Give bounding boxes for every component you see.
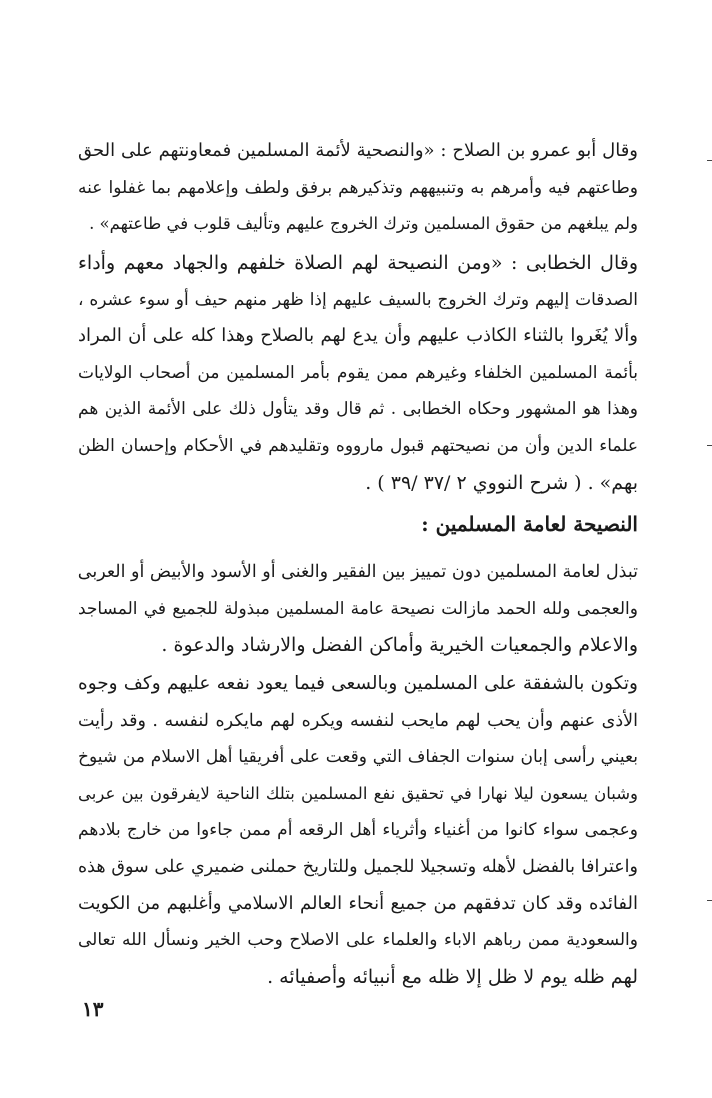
text-line: واعترافا بالفضل لأهله وتسجيلا للجميل وللتاريخ حملنى ضميري على سوق هذه: [78, 856, 638, 877]
text-line: وهذا هو المشهور وحكاه الخطابى . ثم قال وقد يتأول ذلك على الأئمة الذين هم: [78, 399, 638, 420]
text-line: ولم يبلغهم من حقوق المسلمين وترك الخروج عليهم وتأليف قلوب في طاعتهم» .: [89, 214, 638, 234]
text-line: الفائده وقد كان تدفقهم من جميع أنحاء العالم الاسلامي وأغلبهم من الكويت: [78, 892, 638, 914]
text-line: وشبان يسعون ليلا نهارا في تحقيق نفع المسلمين بتلك الناحية لايفرقون بين عربى: [78, 783, 638, 803]
text-line: وألا يُغَروا بالثناء الكاذب عليهم وأن يدع لهم بالصلاح وهذا كله على أن المراد: [78, 325, 638, 347]
paragraph-2: [78, 245, 638, 501]
paragraph-4: [78, 666, 638, 995]
text-line: وطاعتهم فيه وأمرهم به وتنبيههم وتذكيرهم برفق ولطف وإعلامهم بما غفلوا عنه: [78, 177, 638, 198]
margin-tick: [707, 900, 712, 901]
text-line: لهم ظله يوم لا ظل إلا ظله مع أنبيائه وأصفيائه .: [267, 965, 638, 988]
text-line: بعيني رأسى إبان سنوات الجفاف التي وقعت على أفريقيا أهل الاسلام من شيوخ: [78, 747, 638, 768]
section-heading: النصيحة لعامة المسلمين :: [421, 512, 638, 536]
margin-tick: [707, 160, 712, 161]
text-line: الأذى عنهم وأن يحب لهم مايحب لنفسه ويكره لهم مايكره لنفسه . وقد رأيت: [78, 710, 638, 731]
text-line: وتكون بالشفقة على المسلمين وبالسعى فيما يعود نفعه عليهم وكف وجوه: [78, 673, 638, 694]
text-line: والاعلام والجمعيات الخيرية وأماكن الفضل والارشاد والدعوة .: [161, 634, 638, 657]
page-number: ١٣: [82, 997, 104, 1021]
text-line: وعجمى سواء كانوا من أغنياء وأثرياء أهل الرقعه أم ممن جاءوا من خارج بلادهم: [78, 820, 638, 841]
text-line: الصدقات إليهم وترك الخروج بالسيف عليهم إذا ظهر منهم حيف أو سوء عشره ،: [78, 289, 638, 310]
margin-tick: [707, 445, 712, 446]
text-line: تبذل لعامة المسلمين دون تمييز بين الفقير والغنى أو الأسود والأبيض أو العربى: [77, 562, 638, 582]
text-line: والعجمى ولله الحمد مازالت نصيحة عامة المسلمين مبذولة للجميع في المساجد: [78, 598, 638, 619]
text-line: بأئمة المسلمين الخلفاء وغيرهم ممن يقوم بأمر المسلمين من أصحاب الولايات: [78, 362, 638, 383]
text-line: علماء الدين وأن من نصيحتهم قبول مارووه وتقليدهم في الأحكام وإحسان الظن: [78, 435, 638, 456]
text-line: وقال الخطابى : «ومن النصيحة لهم الصلاة خلفهم والجهاد معهم وأداء: [78, 252, 638, 274]
text-line: بهم» . ( شرح النووي ٢ /٣٧ /٣٩ ) .: [365, 471, 638, 494]
paragraph-1: [78, 133, 638, 243]
text-line: وقال أبو عمرو بن الصلاح : «والنصحية لأئمة المسلمين فمعاونتهم على الحق: [78, 140, 638, 161]
paragraph-3: [78, 554, 638, 664]
text-line: والسعودية ممن رباهم الاباء والعلماء على الاصلاح وحب الخير ونسأل الله تعالى: [78, 930, 638, 951]
